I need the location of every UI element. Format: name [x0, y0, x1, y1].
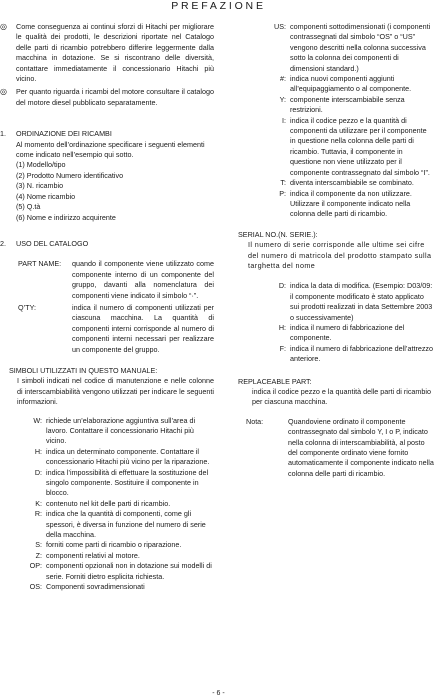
section-title: ORDINAZIONE DEI RICAMBI — [16, 129, 112, 139]
symbol-value: contenuto nel kit delle parti di ricambio. — [46, 498, 171, 508]
order-item: (6) Nome e indirizzo acquirente — [16, 212, 116, 222]
section-body — [0, 140, 214, 223]
replaceable-heading: REPLACEABLE PART: — [238, 376, 312, 386]
intro-bullet-text: Per quanto riguarda i ricambi del motore consultare il catalogo del motore diesel pubblicato separatamente. — [16, 87, 214, 107]
symbol-key: S: — [35, 540, 42, 550]
symbol-value: indica la data di modifica. (Esempio: D03/09: il componente modificato è stato applicato sui prodotti realizzati in data Settembre 2003 o successivamente) — [290, 281, 433, 322]
symbol-key: #: — [280, 74, 286, 84]
definition-key: Q’TY: — [18, 302, 36, 312]
symbol-value: forniti come parti di ricambio o riparazione. — [46, 540, 182, 550]
symbol-value: diventa interscambiabile se combinato. — [290, 178, 414, 188]
symbol-row — [266, 178, 434, 188]
symbol-row — [266, 74, 434, 95]
symbol-row — [24, 582, 214, 592]
symbol-row — [24, 551, 214, 561]
note-row — [238, 417, 434, 479]
symbol-value: componenti opzionali non in dotazione sui modelli di serie. Forniti dietro esplicita richiesta. — [46, 561, 212, 581]
symbol-key: I: — [282, 115, 286, 125]
symbol-row — [24, 447, 214, 468]
bullet-icon: ◎ — [0, 87, 7, 97]
note-label: Nota: — [246, 416, 264, 426]
symbol-key: R: — [34, 509, 42, 519]
order-item: (1) Modello/tipo — [16, 160, 66, 170]
symbol-key: D: — [278, 281, 286, 291]
order-item: (5) Q.tà — [16, 202, 41, 212]
symbol-key: H: — [278, 322, 286, 332]
intro-bullet — [0, 22, 214, 84]
symbol-row — [24, 509, 214, 540]
symbol-row — [24, 561, 214, 582]
section-title: USO DEL CATALOGO — [16, 238, 89, 248]
symbols-intro: I simboli indicati nel codice di manutenzione e nelle colonne di interscambiabilità vengono utilizzati per indicare le seguenti informazioni. — [17, 376, 214, 407]
section-intro: Al momento dell’ordinazione specificare i seguenti elementi come indicato nell’esempio qui sotto. — [16, 139, 205, 160]
symbol-key: K: — [35, 498, 42, 508]
symbol-value: indica il numero di fabbricazione del componente. — [290, 322, 405, 343]
symbol-row — [266, 323, 434, 344]
symbol-value: indica che la quantità di componenti, come gli spessori, è diversa in funzione del numero di serie della macchina. — [46, 509, 206, 540]
symbol-value: indica l’impossibilità di effettuare la sostituzione del singolo componente. Sostituire il componente in blocco. — [46, 467, 209, 498]
symbol-value: indica il componente da non utilizzare. Utilizzare il componente indicato nella colonna delle parti di ricambio. — [290, 188, 412, 219]
page-title: PREFAZIONE — [171, 0, 266, 12]
symbol-key: W: — [33, 415, 42, 425]
definition-row — [18, 259, 214, 301]
symbol-key: F: — [279, 343, 286, 353]
bullet-icon: ◎ — [0, 22, 7, 31]
definition-value: indica il numero di componenti utilizzati per ciascuna macchina. La quantità di componenti interni corrisponde al numero di componenti interni necessari per realizzare un componente del gruppo. — [72, 302, 214, 354]
symbol-key: OP: — [29, 561, 42, 571]
symbol-value: indica nuovi componenti aggiunti all’equipaggiamento o al componente. — [290, 74, 412, 94]
section-number: 2. — [0, 238, 6, 248]
symbol-key: P: — [279, 188, 286, 198]
definition-row — [18, 303, 214, 355]
symbol-key: OS: — [29, 582, 42, 592]
symbol-value: richiede un’elaborazione aggiuntiva sull’area di lavoro. Contattare il concessionario Hitachi più vicino. — [46, 415, 196, 446]
symbols-heading: SIMBOLI UTILIZZATI IN QUESTO MANUALE: — [9, 365, 158, 375]
symbol-key: D: — [34, 467, 42, 477]
symbols-section — [0, 366, 214, 408]
symbol-value: componenti sottodimensionati (i componenti contrassegnati dal simbolo “OS” o “US” vengono descritti nella colonna successiva sotto la colonna dei componenti di dimensioni standard.) — [290, 22, 431, 73]
note-text: Quandoviene ordinato il componente contrassegnato dal simbolo Y, I o P, indicato nella colonna di interscambiabilità, al posto del componente ordinato viene fornito automaticamente il componente indicato nella colonna delle parti di ricambio. — [288, 416, 434, 478]
intro-bullet-text: Come conseguenza ai continui sforzi di Hitachi per migliorare le qualità dei prodotti, le descrizioni riportate nel Catalogo delle parti di ricambio potrebbero differire leggermente dalla macchina in dotazione. Se si riscontrano delle diversità, contattare immediatamente il concessionario Hitachi più vicino. — [16, 22, 214, 84]
right-column — [238, 22, 434, 479]
symbol-value: componenti relativi al motore. — [46, 550, 140, 560]
left-column — [0, 22, 214, 593]
symbol-row — [266, 344, 434, 365]
symbol-value: indica il codice pezzo e la quantità di componenti da utilizzare per il componente in questione nella colonna delle parti di ricambio. Tuttavia, il componente in questione non viene utilizzato per il componente contrassegnato dal simbolo “I”. — [290, 115, 430, 177]
symbol-row — [24, 468, 214, 499]
symbol-key: Y: — [279, 94, 286, 104]
intro-bullet — [0, 87, 214, 108]
symbol-value: Componenti sovradimensionati — [46, 582, 145, 592]
serial-body: Il numero di serie corrisponde alle ultime sei cifre del numero di matricola del prodotto stampato sulla targhetta del nome — [248, 240, 432, 270]
symbol-row — [266, 95, 434, 116]
symbol-value: componente interscambiabile senza restrizioni. — [290, 94, 405, 115]
symbol-key: Z: — [35, 550, 42, 560]
page-number: - 6 - — [212, 690, 225, 697]
symbol-value: indica un determinato componente. Contattare il concessionario Hitachi più vicino per la riparazione. — [46, 446, 210, 467]
symbol-row — [266, 281, 434, 323]
symbol-value: indica il numero di fabbricazione dell’attrezzo anteriore. — [290, 343, 434, 364]
order-item: (4) Nome ricambio — [16, 191, 76, 201]
symbol-key: T: — [280, 178, 286, 188]
definition-key: PART NAME: — [18, 259, 62, 269]
symbol-row — [266, 22, 434, 74]
definition-value: quando il componente viene utilizzato come componente interno di un componente del gruppo, davanti alla nomenclatura dei componenti viene indicato il simbolo “·”. — [72, 259, 214, 300]
symbol-row — [266, 116, 434, 178]
section-heading — [0, 129, 214, 139]
symbol-row — [24, 540, 214, 550]
symbol-key: US: — [274, 22, 286, 31]
order-item: (2) Prodotto Numero identificativo — [16, 170, 124, 180]
section-heading — [0, 239, 214, 249]
symbol-row — [24, 499, 214, 509]
serial-heading: SERIAL NO.(N. SERIE.): — [238, 229, 318, 239]
symbol-row — [24, 416, 214, 447]
section-number: 1. — [0, 129, 6, 139]
replaceable-body: indica il codice pezzo e la quantità delle parti di ricambio per ciascuna macchina. — [252, 387, 431, 407]
symbol-row — [266, 189, 434, 220]
order-item: (3) N. ricambio — [16, 181, 64, 191]
symbol-key: H: — [34, 446, 42, 456]
